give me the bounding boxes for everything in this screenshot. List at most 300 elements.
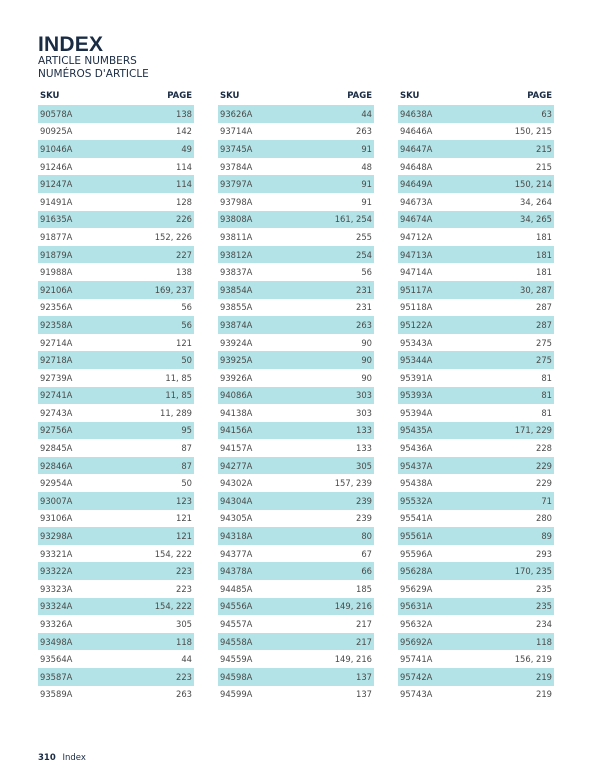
page-cell: 91 <box>361 196 372 207</box>
page-cell: 56 <box>181 319 192 330</box>
page-cell: 280 <box>536 513 552 524</box>
table-row <box>218 175 374 193</box>
sku-cell: 93874A <box>220 319 253 330</box>
sku-header: SKU <box>40 91 60 101</box>
page-cell: 67 <box>361 548 372 559</box>
sku-cell: 94086A <box>220 390 253 401</box>
sku-cell: 93837A <box>220 267 253 278</box>
sku-cell: 95692A <box>400 636 433 647</box>
page-cell: 219 <box>536 689 552 700</box>
page-cell: 231 <box>356 284 372 295</box>
page-cell: 223 <box>176 583 192 594</box>
table-row <box>398 246 554 264</box>
table-row <box>218 105 374 123</box>
sku-cell: 95541A <box>400 513 433 524</box>
index-column-1 <box>38 88 194 703</box>
table-row <box>398 510 554 528</box>
sku-cell: 92358A <box>40 319 73 330</box>
table-row <box>398 105 554 123</box>
page-cell: 239 <box>356 513 372 524</box>
sku-cell: 93797A <box>220 179 253 190</box>
table-row <box>218 281 374 299</box>
sku-cell: 93925A <box>220 355 253 366</box>
page-cell: 223 <box>176 671 192 682</box>
sku-cell: 93323A <box>40 583 73 594</box>
page-cell: 235 <box>536 583 552 594</box>
sku-cell: 93007A <box>40 495 73 506</box>
sku-header: SKU <box>220 91 240 101</box>
page-cell: 44 <box>181 654 192 665</box>
page-cell: 63 <box>541 108 552 119</box>
table-row <box>218 545 374 563</box>
page-cell: 275 <box>536 337 552 348</box>
page-cell: 263 <box>356 126 372 137</box>
table-row <box>398 175 554 193</box>
table-row <box>398 158 554 176</box>
sku-cell: 92741A <box>40 390 73 401</box>
page-cell: 150, 215 <box>514 126 552 137</box>
sku-cell: 94714A <box>400 267 433 278</box>
table-row <box>398 351 554 369</box>
table-row <box>218 193 374 211</box>
sku-cell: 94599A <box>220 689 253 700</box>
page-cell: 169, 237 <box>154 284 192 295</box>
page-cell: 229 <box>536 478 552 489</box>
table-row <box>38 422 194 440</box>
page-cell: 255 <box>356 231 372 242</box>
page-cell: 91 <box>361 179 372 190</box>
table-row <box>218 598 374 616</box>
sku-cell: 95394A <box>400 407 433 418</box>
sku-cell: 93587A <box>40 671 73 682</box>
sku-cell: 94638A <box>400 108 433 119</box>
page-cell: 149, 216 <box>334 654 372 665</box>
table-row <box>38 369 194 387</box>
table-row <box>398 650 554 668</box>
table-row <box>218 686 374 704</box>
sku-cell: 95631A <box>400 601 433 612</box>
table-row <box>398 316 554 334</box>
sku-cell: 93298A <box>40 531 73 542</box>
page-cell: 223 <box>176 566 192 577</box>
sku-cell: 93798A <box>220 196 253 207</box>
sku-cell: 94559A <box>220 654 253 665</box>
sku-cell: 91635A <box>40 214 73 225</box>
sku-cell: 94646A <box>400 126 433 137</box>
table-row <box>218 123 374 141</box>
table-row <box>38 686 194 704</box>
sku-cell: 93812A <box>220 249 253 260</box>
table-row <box>38 351 194 369</box>
page-cell: 71 <box>541 495 552 506</box>
table-row <box>398 299 554 317</box>
page-cell: 239 <box>356 495 372 506</box>
sku-cell: 93808A <box>220 214 253 225</box>
sku-cell: 95117A <box>400 284 433 295</box>
table-row <box>398 263 554 281</box>
sku-cell: 92106A <box>40 284 73 295</box>
page-cell: 50 <box>181 478 192 489</box>
page-cell: 48 <box>361 161 372 172</box>
column-rows <box>218 105 374 703</box>
page-cell: 80 <box>361 531 372 542</box>
page-cell: 137 <box>356 671 372 682</box>
footer-section: Index <box>62 753 86 763</box>
table-row <box>218 439 374 457</box>
page-header-label: PAGE <box>347 91 372 101</box>
table-row <box>38 598 194 616</box>
sku-cell: 91246A <box>40 161 73 172</box>
table-row <box>38 650 194 668</box>
table-row <box>38 510 194 528</box>
page-number: 310 <box>38 753 56 763</box>
sku-cell: 93498A <box>40 636 73 647</box>
page-cell: 181 <box>536 267 552 278</box>
index-column-3 <box>398 88 554 703</box>
table-row <box>218 510 374 528</box>
sku-cell: 93324A <box>40 601 73 612</box>
table-row <box>218 263 374 281</box>
page-title: INDEX <box>38 33 104 56</box>
table-row <box>38 457 194 475</box>
table-row <box>398 211 554 229</box>
sku-cell: 91988A <box>40 267 73 278</box>
sku-cell: 95122A <box>400 319 433 330</box>
sku-cell: 95344A <box>400 355 433 366</box>
page-cell: 118 <box>536 636 552 647</box>
sku-cell: 91247A <box>40 179 73 190</box>
table-row <box>398 422 554 440</box>
page-cell: 95 <box>181 425 192 436</box>
table-row <box>38 580 194 598</box>
column-header <box>38 88 194 105</box>
sku-cell: 95118A <box>400 302 433 313</box>
page-cell: 11, 85 <box>165 372 192 383</box>
page-cell: 121 <box>176 513 192 524</box>
page-cell: 56 <box>181 302 192 313</box>
sku-cell: 94485A <box>220 583 253 594</box>
page-cell: 11, 85 <box>165 390 192 401</box>
sku-cell: 93626A <box>220 108 253 119</box>
table-row <box>38 140 194 158</box>
page-header-label: PAGE <box>167 91 192 101</box>
table-row <box>218 615 374 633</box>
sku-cell: 93854A <box>220 284 253 295</box>
page-cell: 305 <box>356 460 372 471</box>
page-cell: 152, 226 <box>154 231 192 242</box>
table-row <box>398 598 554 616</box>
table-row <box>218 387 374 405</box>
table-row <box>398 123 554 141</box>
table-row <box>398 474 554 492</box>
table-row <box>38 228 194 246</box>
table-row <box>38 615 194 633</box>
table-row <box>218 422 374 440</box>
page-cell: 215 <box>536 143 552 154</box>
table-row <box>38 404 194 422</box>
table-row <box>218 492 374 510</box>
sku-cell: 92356A <box>40 302 73 313</box>
table-row <box>218 562 374 580</box>
sku-cell: 95391A <box>400 372 433 383</box>
table-row <box>38 387 194 405</box>
table-row <box>398 562 554 580</box>
page-cell: 133 <box>356 425 372 436</box>
table-row <box>398 387 554 405</box>
table-row <box>218 474 374 492</box>
sku-cell: 94558A <box>220 636 253 647</box>
table-row <box>38 562 194 580</box>
sku-cell: 94674A <box>400 214 433 225</box>
table-row <box>218 457 374 475</box>
sku-cell: 94157A <box>220 443 253 454</box>
page-cell: 219 <box>536 671 552 682</box>
sku-cell: 93326A <box>40 619 73 630</box>
page-cell: 254 <box>356 249 372 260</box>
table-row <box>38 299 194 317</box>
sku-cell: 94712A <box>400 231 433 242</box>
page-cell: 44 <box>361 108 372 119</box>
table-row <box>38 633 194 651</box>
column-header <box>218 88 374 105</box>
table-row <box>38 334 194 352</box>
sku-cell: 91046A <box>40 143 73 154</box>
page-cell: 287 <box>536 319 552 330</box>
column-rows <box>38 105 194 703</box>
page-cell: 81 <box>541 407 552 418</box>
page-cell: 149, 216 <box>334 601 372 612</box>
sku-cell: 94305A <box>220 513 253 524</box>
column-rows <box>398 105 554 703</box>
sku-cell: 95437A <box>400 460 433 471</box>
page-cell: 81 <box>541 372 552 383</box>
page-cell: 170, 235 <box>514 566 552 577</box>
page-cell: 226 <box>176 214 192 225</box>
table-row <box>38 158 194 176</box>
sku-cell: 91877A <box>40 231 73 242</box>
sku-cell: 95532A <box>400 495 433 506</box>
page-header <box>38 34 149 80</box>
sku-cell: 93714A <box>220 126 253 137</box>
page-cell: 114 <box>176 161 192 172</box>
page-cell: 121 <box>176 337 192 348</box>
table-row <box>38 527 194 545</box>
page-cell: 90 <box>361 372 372 383</box>
table-row <box>218 316 374 334</box>
sku-cell: 92718A <box>40 355 73 366</box>
table-row <box>38 105 194 123</box>
page-cell: 154, 222 <box>154 548 192 559</box>
sku-cell: 93745A <box>220 143 253 154</box>
sku-cell: 95741A <box>400 654 433 665</box>
page-cell: 217 <box>356 636 372 647</box>
page-cell: 11, 289 <box>160 407 192 418</box>
page-cell: 171, 229 <box>514 425 552 436</box>
table-row <box>218 580 374 598</box>
sku-cell: 95629A <box>400 583 433 594</box>
table-row <box>398 615 554 633</box>
page-cell: 138 <box>176 267 192 278</box>
page-cell: 303 <box>356 407 372 418</box>
page-cell: 217 <box>356 619 372 630</box>
page-cell: 293 <box>536 548 552 559</box>
page-cell: 156, 219 <box>514 654 552 665</box>
table-row <box>218 228 374 246</box>
sku-cell: 95632A <box>400 619 433 630</box>
sku-cell: 94598A <box>220 671 253 682</box>
sku-cell: 94673A <box>400 196 433 207</box>
page-cell: 181 <box>536 231 552 242</box>
page-cell: 150, 214 <box>514 179 552 190</box>
page-footer <box>38 753 86 763</box>
page-cell: 87 <box>181 460 192 471</box>
table-row <box>38 474 194 492</box>
sku-cell: 95742A <box>400 671 433 682</box>
page-cell: 118 <box>176 636 192 647</box>
page-cell: 181 <box>536 249 552 260</box>
table-row <box>38 211 194 229</box>
table-row <box>398 686 554 704</box>
page-cell: 275 <box>536 355 552 366</box>
sku-cell: 95438A <box>400 478 433 489</box>
page-cell: 263 <box>356 319 372 330</box>
table-row <box>38 123 194 141</box>
table-row <box>218 369 374 387</box>
sku-cell: 92743A <box>40 407 73 418</box>
table-row <box>398 228 554 246</box>
page-cell: 34, 264 <box>520 196 552 207</box>
sku-cell: 94556A <box>220 601 253 612</box>
sku-cell: 95435A <box>400 425 433 436</box>
page-cell: 128 <box>176 196 192 207</box>
sku-cell: 92739A <box>40 372 73 383</box>
sku-cell: 93926A <box>220 372 253 383</box>
page-cell: 229 <box>536 460 552 471</box>
page-cell: 154, 222 <box>154 601 192 612</box>
table-row <box>38 175 194 193</box>
sku-cell: 94156A <box>220 425 253 436</box>
table-row <box>398 492 554 510</box>
page-cell: 56 <box>361 267 372 278</box>
table-row <box>38 439 194 457</box>
table-row <box>218 668 374 686</box>
sku-cell: 92846A <box>40 460 73 471</box>
sku-cell: 90925A <box>40 126 73 137</box>
sku-cell: 94277A <box>220 460 253 471</box>
table-row <box>218 246 374 264</box>
table-row <box>38 281 194 299</box>
table-row <box>398 281 554 299</box>
page-cell: 137 <box>356 689 372 700</box>
page-cell: 66 <box>361 566 372 577</box>
sku-cell: 94647A <box>400 143 433 154</box>
page-cell: 89 <box>541 531 552 542</box>
sku-cell: 93564A <box>40 654 73 665</box>
table-row <box>398 457 554 475</box>
sku-cell: 93811A <box>220 231 253 242</box>
page-cell: 157, 239 <box>334 478 372 489</box>
sku-header: SKU <box>400 91 420 101</box>
table-row <box>218 211 374 229</box>
sku-cell: 93784A <box>220 161 253 172</box>
table-row <box>398 369 554 387</box>
page-cell: 90 <box>361 355 372 366</box>
sku-cell: 95561A <box>400 531 433 542</box>
sku-cell: 94138A <box>220 407 253 418</box>
sku-cell: 94557A <box>220 619 253 630</box>
sku-cell: 94318A <box>220 531 253 542</box>
sku-cell: 93924A <box>220 337 253 348</box>
table-row <box>38 246 194 264</box>
sku-cell: 93321A <box>40 548 73 559</box>
sku-cell: 95436A <box>400 443 433 454</box>
page-cell: 114 <box>176 179 192 190</box>
table-row <box>38 316 194 334</box>
sku-cell: 94649A <box>400 179 433 190</box>
table-row <box>398 527 554 545</box>
table-row <box>38 545 194 563</box>
page-cell: 227 <box>176 249 192 260</box>
table-row <box>218 299 374 317</box>
page-cell: 231 <box>356 302 372 313</box>
sku-cell: 94304A <box>220 495 253 506</box>
sku-cell: 93322A <box>40 566 73 577</box>
sku-cell: 93855A <box>220 302 253 313</box>
page-cell: 30, 287 <box>520 284 552 295</box>
page-cell: 50 <box>181 355 192 366</box>
subtitle-english: ARTICLE NUMBERS <box>38 55 137 67</box>
page-cell: 133 <box>356 443 372 454</box>
page-cell: 49 <box>181 143 192 154</box>
sku-cell: 94648A <box>400 161 433 172</box>
page-cell: 138 <box>176 108 192 119</box>
table-row <box>218 158 374 176</box>
table-row <box>398 545 554 563</box>
sku-cell: 93106A <box>40 513 73 524</box>
page-cell: 34, 265 <box>520 214 552 225</box>
sku-cell: 92954A <box>40 478 73 489</box>
table-row <box>38 492 194 510</box>
sku-cell: 95393A <box>400 390 433 401</box>
index-table <box>38 88 554 703</box>
page-cell: 235 <box>536 601 552 612</box>
sku-cell: 90578A <box>40 108 73 119</box>
sku-cell: 94713A <box>400 249 433 260</box>
column-header <box>398 88 554 105</box>
sku-cell: 92714A <box>40 337 73 348</box>
table-row <box>38 263 194 281</box>
table-row <box>218 527 374 545</box>
index-column-2 <box>218 88 374 703</box>
sku-cell: 95343A <box>400 337 433 348</box>
sku-cell: 92756A <box>40 425 73 436</box>
sku-cell: 91879A <box>40 249 73 260</box>
subtitle-french: NUMÉROS D'ARTICLE <box>38 67 149 80</box>
page-cell: 228 <box>536 443 552 454</box>
table-row <box>398 404 554 422</box>
table-row <box>218 404 374 422</box>
sku-cell: 95628A <box>400 566 433 577</box>
sku-cell: 91491A <box>40 196 73 207</box>
page-cell: 142 <box>176 126 192 137</box>
sku-cell: 93589A <box>40 689 73 700</box>
page-cell: 121 <box>176 531 192 542</box>
table-row <box>218 633 374 651</box>
table-row <box>398 193 554 211</box>
sku-cell: 94302A <box>220 478 253 489</box>
table-row <box>38 668 194 686</box>
sku-cell: 94378A <box>220 566 253 577</box>
